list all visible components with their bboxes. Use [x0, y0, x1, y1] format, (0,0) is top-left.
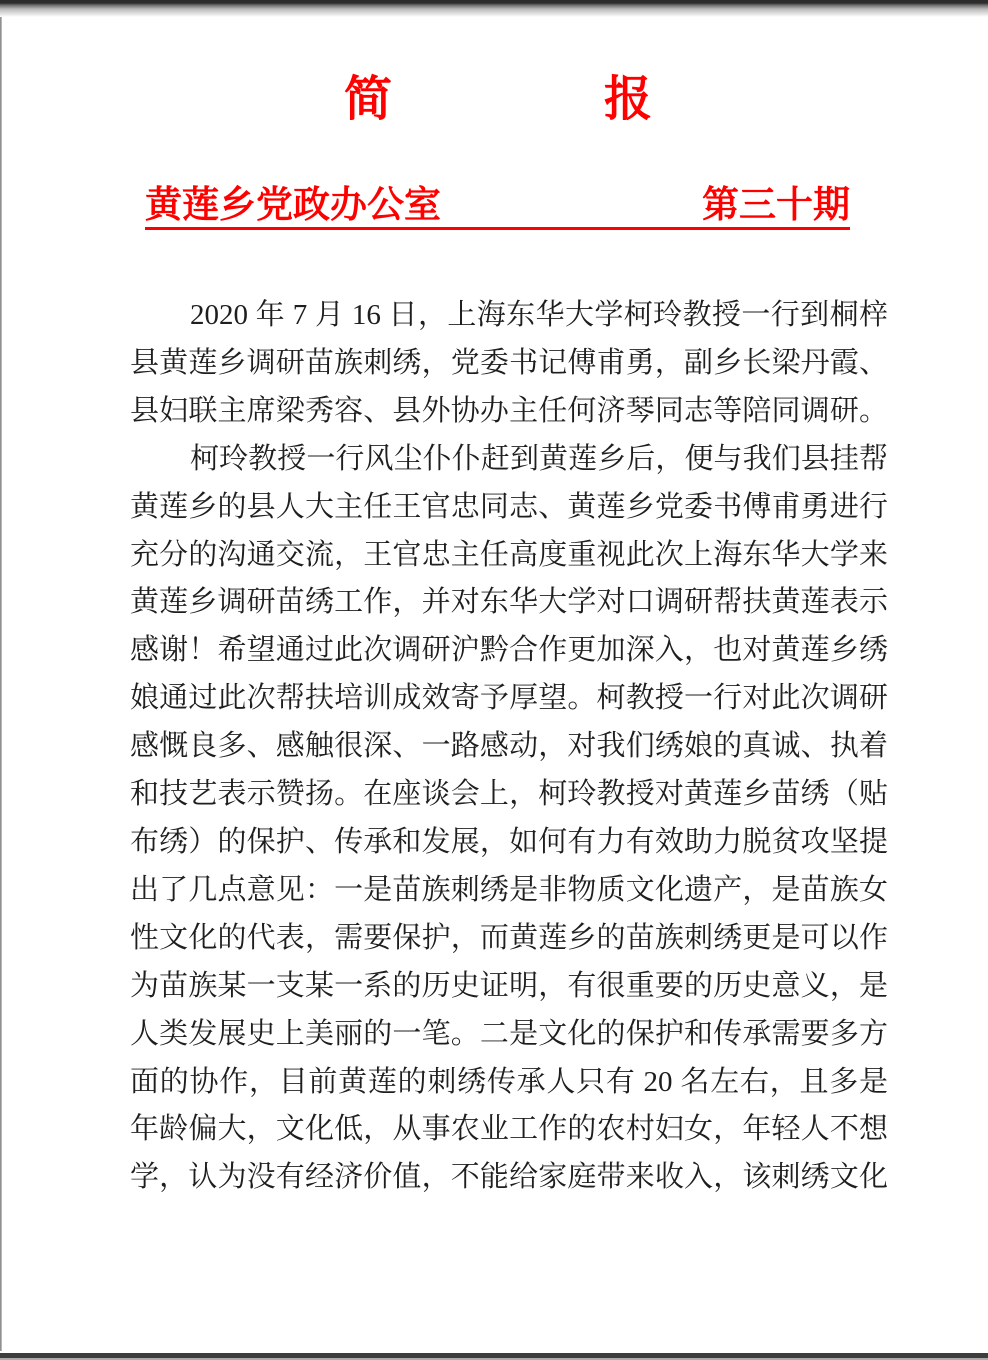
left-page-edge [0, 0, 2, 1360]
body-line: 县黄莲乡调研苗族刺绣，党委书记傅甫勇，副乡长梁丹霞、 [130, 346, 888, 379]
body-line: 为苗族某一支某一系的历史证明，有很重要的历史意义，是 [130, 969, 888, 1002]
body-line: 人类发展史上美丽的一笔。二是文化的保护和传承需要多方 [130, 1017, 888, 1050]
body-line: 出了几点意见：一是苗族刺绣是非物质文化遗产，是苗族女 [130, 873, 888, 906]
body-line: 感谢！希望通过此次调研沪黔合作更加深入，也对黄莲乡绣 [130, 634, 888, 667]
document-body [130, 292, 888, 1202]
title-char-bao: 报 [604, 73, 653, 126]
body-line: 黄莲乡调研苗绣工作，并对东华大学对口调研帮扶黄莲表示 [130, 586, 888, 619]
body-line: 黄莲乡的县人大主任王官忠同志、黄莲乡党委书傅甫勇进行 [130, 490, 888, 523]
body-line: 感慨良多、感触很深、一路感动，对我们绣娘的真诚、执着 [130, 730, 888, 763]
body-line: 充分的沟通交流，王官忠主任高度重视此次上海东华大学来 [130, 538, 888, 571]
issuing-office-label: 黄莲乡党政办公室 [145, 184, 441, 225]
body-line: 年龄偏大，文化低，从事农业工作的农村妇女，年轻人不想 [130, 1113, 888, 1146]
top-shadow-edge [0, 0, 988, 17]
body-line: 县妇联主席梁秀容、县外协办主任何济琴同志等陪同调研。 [130, 394, 888, 427]
body-line: 2020 年 7 月 16 日，上海东华大学柯玲教授一行到桐梓 [190, 299, 888, 331]
masthead-row [145, 184, 850, 230]
body-line: 和技艺表示赞扬。在座谈会上，柯玲教授对黄莲乡苗绣（贴 [130, 778, 888, 811]
bulletin-title [4, 74, 988, 126]
body-line: 布绣）的保护、传承和发展，如何有力有效助力脱贫攻坚提 [130, 825, 888, 858]
title-char-jian: 简 [343, 73, 392, 126]
body-line: 柯玲教授一行风尘仆仆赶到黄莲乡后，便与我们县挂帮 [190, 442, 888, 475]
body-line: 学，认为没有经济价值，不能给家庭带来收入，该刺绣文化 [130, 1161, 888, 1194]
body-line: 面的协作，目前黄莲的刺绣传承人只有 20 名左右，且多是 [130, 1065, 888, 1098]
issue-number-label: 第三十期 [702, 184, 850, 225]
body-line: 娘通过此次帮扶培训成效寄予厚望。柯教授一行对此次调研 [130, 682, 888, 715]
bottom-page-edge [0, 1351, 988, 1360]
body-line: 性文化的代表，需要保护，而黄莲乡的苗族刺绣更是可以作 [130, 921, 888, 954]
